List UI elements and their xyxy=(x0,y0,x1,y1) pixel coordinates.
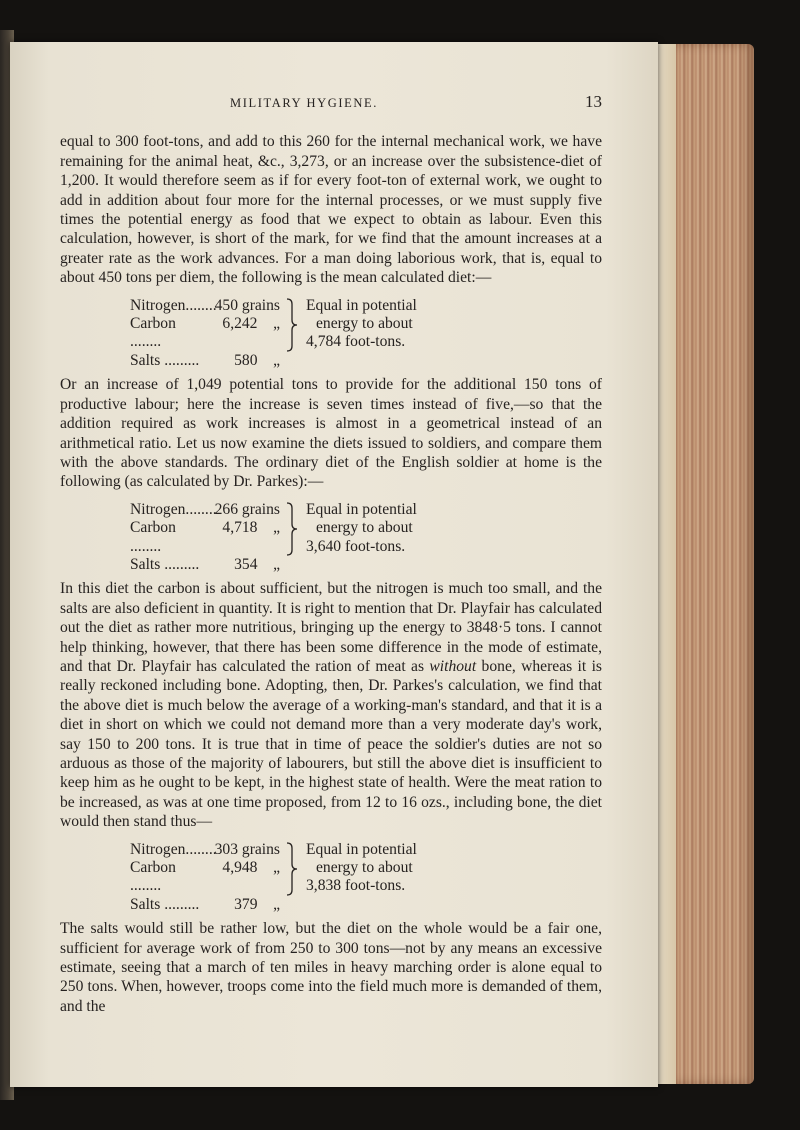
diet-row: Nitrogen........ 450 grains xyxy=(130,296,280,314)
diet-row: Salts ......... 354 „ xyxy=(130,555,280,573)
diet-row: Salts ......... 379 „ xyxy=(130,895,280,913)
diet-table-1: Nitrogen........ 450 grains Carbon ........ 6,242 „ Salts ......... 580 „ Equal in potential energy to about 4,784 foot-tons. xyxy=(130,296,417,369)
page-edges xyxy=(654,44,754,1084)
diet-row: Carbon ........ 4,718 „ xyxy=(130,519,280,555)
diet-table-3: Nitrogen........ 303 grains Carbon ........ 4,948 „ Salts ......... 379 „ Equal in potential energy to about 3,838 foot-tons. xyxy=(130,840,417,913)
page-number: 13 xyxy=(585,92,602,111)
paragraph-3: In this diet the carbon is about sufficient, but the nitrogen is much too small, and the salts are also deficient in quantity. It is right to mention that Dr. Playfair has calculated out the diet as rather more nutritious, bringing up the energy to 3848·5 tons. I cannot help thinking, however, that there has been some difference in the mode of estimate, and that Dr. Playfair has calculated the ration of meat as without bone, whereas it is really reckoned including bone. Adopting, then, Dr. Parkes's calculation, we find that the above diet is much below the average of a working-man's standard, and that it is a diet in short on which we could not demand more than a very moderate day's work, say 150 to 200 tons. It is true that in time of peace the soldier's duties are not so arduous as those of the majority of labourers, but still the above diet is insufficient to keep him as he ought to be kept, in the highest state of health. Were the meat ration to be increased, as was at one time proposed, from 12 to 16 ozs., including bone, the diet would then stand thus— xyxy=(60,580,602,831)
diet-row: Nitrogen........ 266 grains xyxy=(130,500,280,518)
diet-row: Nitrogen........ 303 grains xyxy=(130,840,280,858)
running-head: MILITARY HYGIENE. xyxy=(230,96,378,110)
paragraph-2: Or an increase of 1,049 potential tons to provide for the additional 150 tons of productive labour; here the increase is seven times instead of five,—so that the addition required as work increases is almost in a geometrical instead of an arithmetical ratio. Let us now examine the diets issued to soldiers, and compare them with the above standards. The ordinary diet of the English soldier at home is the following (as calculated by Dr. Parkes):— xyxy=(60,376,602,491)
page-header xyxy=(60,92,602,113)
diet-table-2: Nitrogen........ 266 grains Carbon ........ 4,718 „ Salts ......... 354 „ Equal in potential energy to about 3,640 foot-tons. xyxy=(130,500,417,573)
page-text xyxy=(60,92,602,1016)
diet-row: Salts ......... 580 „ xyxy=(130,351,280,369)
brace-icon xyxy=(282,501,306,575)
brace-icon xyxy=(282,841,306,915)
paragraph-1: equal to 300 foot-tons, and add to this 260 for the internal mechanical work, we have remaining for the animal heat, &c., 3,273, or an increase over the subsistence-diet of 1,200. It would therefore seem as if for every foot-ton of external work, we ought to add in addition about four more for the internal processes, or we must supply five times the potential energy as food that we expect to obtain as labour. Even this calculation, however, is short of the mark, for we find that the amount increases at a greater rate as the work advances. For a man doing laborious work, that is, equal to about 450 tons per diem, the following is the mean calculated diet:— xyxy=(60,133,602,287)
italic-word: without xyxy=(429,657,477,675)
paragraph-4: The salts would still be rather low, but the diet on the whole would be a fair one, sufficient for average work of from 250 to 300 tons—not by any means an excessive estimate, seeing that a march of ten miles in heavy marching order is alone equal to 250 tons. When, however, troops come into the field much more is demanded of them, and the xyxy=(60,920,602,1015)
brace-icon xyxy=(282,297,306,371)
diet-row: Carbon ........ 6,242 „ xyxy=(130,315,280,351)
diet-row: Carbon ........ 4,948 „ xyxy=(130,859,280,895)
